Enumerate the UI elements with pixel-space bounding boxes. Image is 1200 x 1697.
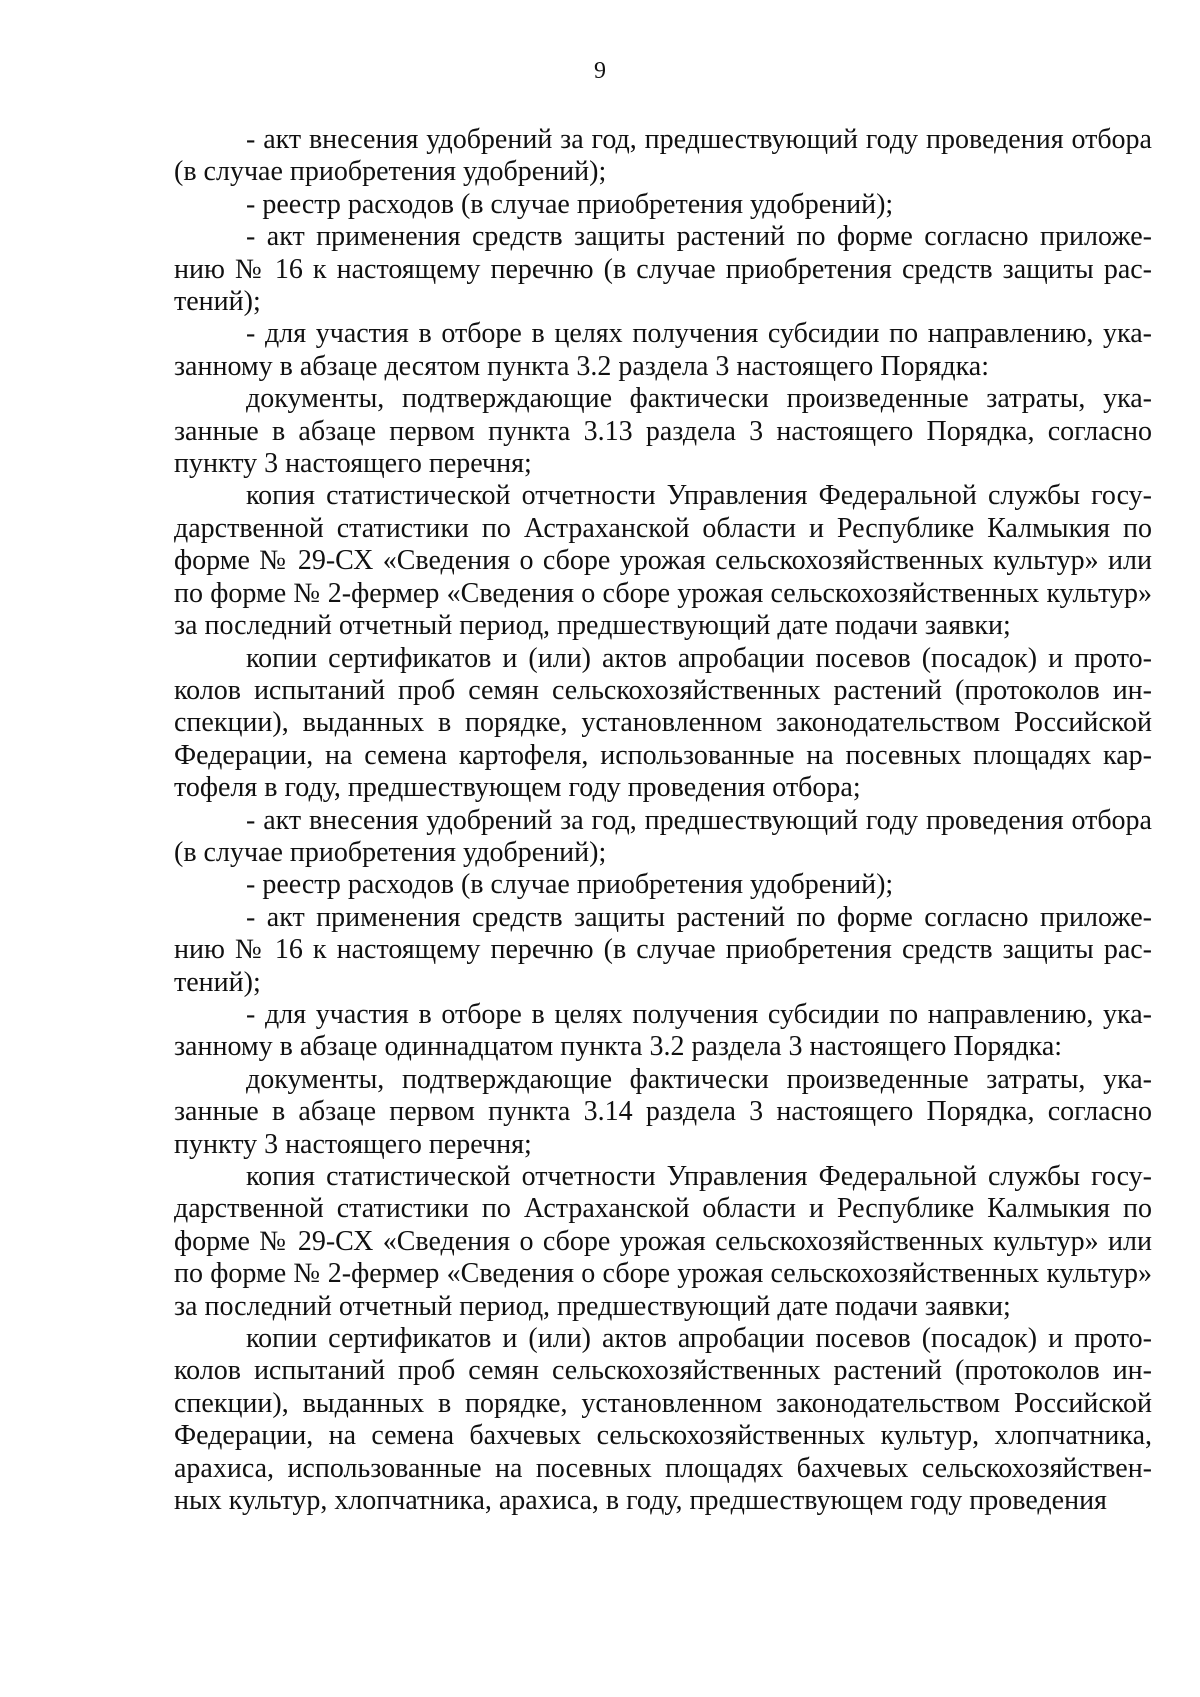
paragraph: - акт внесения удобрений за год, предшествующий году проведения отбора (в случае приобретения удобрений);: [174, 124, 1152, 188]
paragraph: документы, подтверждающие фактически произведенные затраты, указанные в абзаце первом пункта 3.14 раздела 3 настоящего Порядка, согласно пункту 3 настоящего перечня;: [174, 1063, 1152, 1160]
paragraph: копии сертификатов и (или) актов апробации посевов (посадок) и протоколов испытаний проб семян сельскохозяйственных растений (протоколов инспекции), выданных в порядке, установленном законодательством Российской Федерации, на семена бахчевых сельскохозяйственных культур, хлопчатника, арахиса, использованные на посевных площадях бахчевых сельскохозяйственных культур, хлопчатника, арахиса, в году, предшествующем году проведения: [174, 1323, 1152, 1517]
paragraph: копия статистической отчетности Управления Федеральной службы государственной статистики по Астраханской области и Республике Калмыкия по форме № 29-СХ «Сведения о сборе урожая сельскохозяйственных культур» или по форме № 2-фермер «Сведения о сборе урожая сельскохозяйственных культур» за последний отчетный период, предшествующий дате подачи заявки;: [174, 1161, 1152, 1322]
paragraph: - реестр расходов (в случае приобретения удобрений);: [246, 869, 894, 901]
paragraph: - реестр расходов (в случае приобретения удобрений);: [246, 188, 894, 220]
page-number: 9: [594, 58, 606, 84]
paragraph: копии сертификатов и (или) актов апробации посевов (посадок) и протоколов испытаний проб семян сельскохозяйственных растений (протоколов инспекции), выданных в порядке, установленном законодательством Российской Федерации, на семена картофеля, использованные на посевных площадях картофеля в году, предшествующем году проведения отбора;: [174, 642, 1152, 804]
document-body: [174, 124, 1152, 1517]
paragraph: - акт применения средств защиты растений по форме согласно приложению № 16 к настоящему перечню (в случае приобретения средств защиты растений);: [174, 221, 1152, 318]
paragraph: - акт внесения удобрений за год, предшествующий году проведения отбора (в случае приобретения удобрений);: [174, 804, 1152, 868]
paragraph: - для участия в отборе в целях получения субсидии по направлению, указанному в абзаце одиннадцатом пункта 3.2 раздела 3 настоящего Порядка:: [174, 998, 1152, 1063]
paragraph: - акт применения средств защиты растений по форме согласно приложению № 16 к настоящему перечню (в случае приобретения средств защиты растений);: [174, 901, 1152, 998]
paragraph: документы, подтверждающие фактически произведенные затраты, указанные в абзаце первом пункта 3.13 раздела 3 настоящего Порядка, согласно пункту 3 настоящего перечня;: [174, 383, 1152, 480]
paragraph: копия статистической отчетности Управления Федеральной службы государственной статистики по Астраханской области и Республике Калмыкия по форме № 29-СХ «Сведения о сборе урожая сельскохозяйственных культур» или по форме № 2-фермер «Сведения о сборе урожая сельскохозяйственных культур» за последний отчетный период, предшествующий дате подачи заявки;: [174, 480, 1152, 642]
paragraph: - для участия в отборе в целях получения субсидии по направлению, указанному в абзаце десятом пункта 3.2 раздела 3 настоящего Порядка:: [174, 318, 1152, 382]
